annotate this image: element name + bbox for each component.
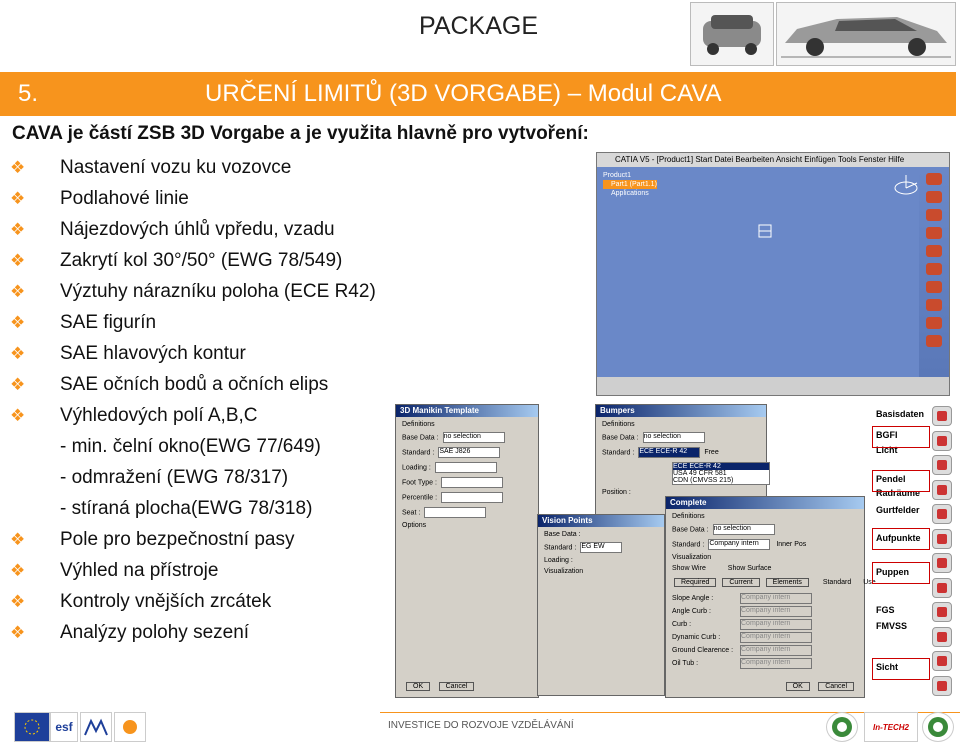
catia-screenshot [596,152,950,396]
module-label: FMVSS [876,621,908,631]
list-item-text: SAE očních bodů a očních elips [60,374,329,395]
loading-select[interactable] [435,462,497,473]
module-label: Pendel [876,474,906,484]
row-label: Curb : [672,621,692,629]
visualization-label: Visualization [672,554,712,561]
tool-icon-glyph [937,411,947,421]
tool-icon[interactable] [926,173,942,185]
tool-icon[interactable] [932,480,952,500]
standard-select[interactable]: EG EW [580,542,622,553]
module-label: BGFI [876,430,898,440]
bullet-icon: ❖ [10,220,26,239]
standard-option[interactable]: CDN (CMVSS 215) [673,477,734,484]
tab-required[interactable]: Required [674,578,716,587]
page-title: PACKAGE [419,12,539,40]
tool-icon-glyph [937,485,947,495]
module-label: Aufpunkte [876,533,921,543]
row-label: Oil Tub : [672,660,699,668]
list-item [10,276,376,307]
base-data-field[interactable]: no selection [713,524,775,535]
manikin-title: 3D Manikin Template [396,405,538,417]
show-wire-checkbox[interactable]: Show Wire [672,565,706,572]
list-item-text: Podlahové linie [60,188,189,209]
bullet-icon: ❖ [10,592,26,611]
list-item-text: Analýzy polohy sezení [60,622,250,643]
esf-logo: esf [50,712,78,742]
row-value[interactable]: Company intern [740,619,812,630]
list-item-text: Zakrytí kol 30°/50° (EWG 78/549) [60,250,343,271]
tool-icon[interactable] [926,263,942,275]
base-data-label: Base Data : [672,526,709,534]
bullet-icon: ❖ [10,623,26,642]
tool-icon-glyph [937,607,947,617]
inner-pos-checkbox[interactable]: Inner Pos [776,541,807,549]
list-item-text: - min. čelní okno(EWG 77/649) [60,436,321,457]
standard-select[interactable]: SAE J826 [438,447,500,458]
catia-menubar: CATIA V5 - [Product1] Start Datei Bearbeiten Ansicht Einfügen Tools Fenster Hilfe [597,153,949,167]
section-number: 5. [18,80,39,107]
catia-tree [603,171,657,198]
standard-label: Standard : [672,541,705,549]
list-item-text: Nájezdových úhlů vpředu, vzadu [60,219,335,240]
list-item-text: - stíraná plocha(EWG 78/318) [60,498,313,519]
row-label: Ground Clearence : [672,647,734,655]
tool-icon-glyph [937,583,947,593]
show-surface-checkbox[interactable]: Show Surface [727,565,772,572]
list-item [10,183,376,214]
base-data-label: Base Data : [402,434,439,442]
list-item [10,307,376,338]
bullet-icon: ❖ [10,251,26,270]
list-item [10,431,376,462]
tool-icon[interactable] [932,455,952,475]
list-item [10,555,376,586]
intro-text: CAVA je částí ZSB 3D Vorgabe a je využita hlavně pro vytvoření: [12,123,589,144]
tool-icon[interactable] [932,553,952,573]
module-label: Gurtfelder [876,505,920,515]
manikin-window [395,404,539,698]
ok-button[interactable]: OK [786,682,810,691]
complete-title: Complete [666,497,864,509]
base-data-label: Base Data : [602,434,639,442]
standard-label: Standard : [544,544,577,552]
tool-icon-glyph [937,460,947,470]
standard-select[interactable]: Company intern [708,539,770,550]
loading-label: Loading : [544,557,573,564]
bullet-icon: ❖ [10,561,26,580]
tool-icon-glyph [937,632,947,642]
tool-icon[interactable] [932,676,952,696]
column-use: Use [863,579,876,586]
tool-icon[interactable] [926,191,942,203]
table-row [672,632,858,643]
tool-icon-glyph [937,558,947,568]
bullet-icon: ❖ [10,282,26,301]
footer-text: INVESTICE DO ROZVOJE VZDĚLÁVÁNÍ [388,720,574,731]
list-item [10,400,376,431]
bullet-icon: ❖ [10,530,26,549]
options-label: Options [402,522,427,529]
bullet-icon: ❖ [10,406,26,425]
row-value[interactable]: Company intern [740,632,812,643]
row-value[interactable]: Company intern [740,645,812,656]
row-label: Angle Curb : [672,608,711,616]
visualization-label: Visualization [544,568,584,575]
highlight-box [872,528,930,550]
row-value[interactable]: Company intern [740,593,812,604]
highlight-box [872,426,930,448]
row-label: Dynamic Curb : [672,634,721,642]
list-item [10,152,376,183]
definitions-label: Definitions [672,513,705,520]
tool-icon[interactable] [932,602,952,622]
definitions-label: Definitions [602,421,635,428]
tool-icon[interactable] [932,578,952,598]
list-item-text: Výztuhy nárazníku poloha (ECE R42) [60,281,376,302]
tab-elements[interactable]: Elements [766,578,809,587]
axis-icon [757,223,773,239]
bullet-icon: ❖ [10,313,26,332]
tool-icon[interactable] [932,504,952,524]
tool-icon[interactable] [926,245,942,257]
list-item [10,369,376,400]
tool-icon-glyph [937,656,947,666]
tool-icon[interactable] [926,227,942,239]
standard-label: Standard : [402,449,435,457]
list-item [10,462,376,493]
list-item-text: Nastavení vozu ku vozovce [60,157,292,178]
standard-label: Standard : [602,449,635,457]
tree-item: Part1 (Part1.1) [603,180,657,189]
table-row [672,593,858,604]
row-label: Slope Angle : [672,595,714,603]
complete-window [665,496,876,698]
section-banner [0,72,956,116]
list-item [10,524,376,555]
tool-icon[interactable] [926,209,942,221]
highlight-box [872,470,930,492]
row-value[interactable]: Company intern [740,606,812,617]
catia-toolbar [919,167,949,377]
tab-current[interactable]: Current [722,578,759,587]
tool-icon[interactable] [926,335,942,347]
msmt-logo [80,712,112,742]
standard-select[interactable]: ECE ECE-R 42 [638,447,700,458]
highlight-box [872,562,930,584]
list-item-text: SAE hlavových kontur [60,343,246,364]
tool-icon[interactable] [932,627,952,647]
skoda-logo [826,712,858,742]
cancel-button[interactable]: Cancel [818,682,854,691]
foot-type-select[interactable] [441,477,503,488]
module-label: Basisdaten [876,409,925,419]
tool-icon-glyph [937,436,947,446]
row-value[interactable]: Company intern [740,658,812,669]
module-label: Puppen [876,567,909,577]
list-item-text: Výhled na přístroje [60,560,219,581]
loading-label: Loading : [402,464,431,472]
standard-option[interactable]: ECE ECE-R 42 [673,463,769,470]
seat-select[interactable] [424,507,486,518]
tool-icon[interactable] [926,281,942,293]
catia-bottom-toolbar [597,377,949,395]
percentile-select[interactable] [441,492,503,503]
section-heading: URČENÍ LIMITŮ (3D VORGABE) – Modul CAVA [205,80,722,107]
base-data-field[interactable]: no selection [643,432,705,443]
feature-list [10,152,376,648]
list-item [10,586,376,617]
tool-icon-glyph [937,509,947,519]
car-side-drawing [776,2,956,66]
list-item [10,214,376,245]
list-item-text: Pole pro bezpečnostní pasy [60,529,295,550]
ok-button[interactable]: OK [406,682,430,691]
table-row [672,658,858,669]
bullet-icon: ❖ [10,344,26,363]
tool-icon[interactable] [932,431,952,451]
skoda-logo-2 [922,712,954,742]
seat-label: Seat : [402,509,421,517]
tool-icon[interactable] [926,317,942,329]
tree-item: Product1 [603,172,632,179]
tree-item: Applications [611,190,649,197]
free-checkbox[interactable]: Free [704,449,719,457]
tool-icon-glyph [937,534,947,544]
tool-icon-glyph [937,681,947,691]
tool-icon[interactable] [932,406,952,426]
definitions-label: Definitions [402,421,435,428]
column-standard: Standard [822,579,852,586]
list-item-text: SAE figurín [60,312,157,333]
compass-icon [893,173,919,199]
bumpers-title: Bumpers [596,405,766,417]
position-label: Position : [602,489,631,496]
table-row [672,619,858,630]
table-row [672,645,858,656]
intech-logo: In-TECH2 [864,712,918,742]
tool-icon[interactable] [932,651,952,671]
car-front-drawing [690,2,774,66]
tool-icon[interactable] [926,299,942,311]
list-item-text: - odmražení (EWG 78/317) [60,467,289,488]
list-item [10,245,376,276]
foot-type-label: Foot Type : [402,479,437,487]
module-label: Sicht [876,662,899,672]
bullet-icon: ❖ [10,158,26,177]
tool-icon[interactable] [932,529,952,549]
list-item [10,338,376,369]
module-label: Licht [876,445,898,455]
percentile-label: Percentile : [402,494,438,502]
bullet-icon: ❖ [10,189,26,208]
module-label: Radräume [876,488,921,498]
vision-title: Vision Points [538,515,664,527]
list-item-text: Kontroly vnějších zrcátek [60,591,272,612]
module-label: FGS [876,605,895,615]
vision-window [537,514,665,696]
eu-logo [14,712,50,742]
base-data-label: Base Data : [544,531,581,538]
highlight-box [872,658,930,680]
op-logo [114,712,146,742]
list-item-text: Výhledových polí A,B,C [60,405,258,426]
list-item [10,493,376,524]
base-data-field[interactable]: no selection [443,432,505,443]
bullet-icon: ❖ [10,375,26,394]
list-item [10,617,376,648]
table-row [672,606,858,617]
standard-option[interactable]: USA 49 CFR 581 [673,470,727,477]
cancel-button[interactable]: Cancel [439,682,475,691]
